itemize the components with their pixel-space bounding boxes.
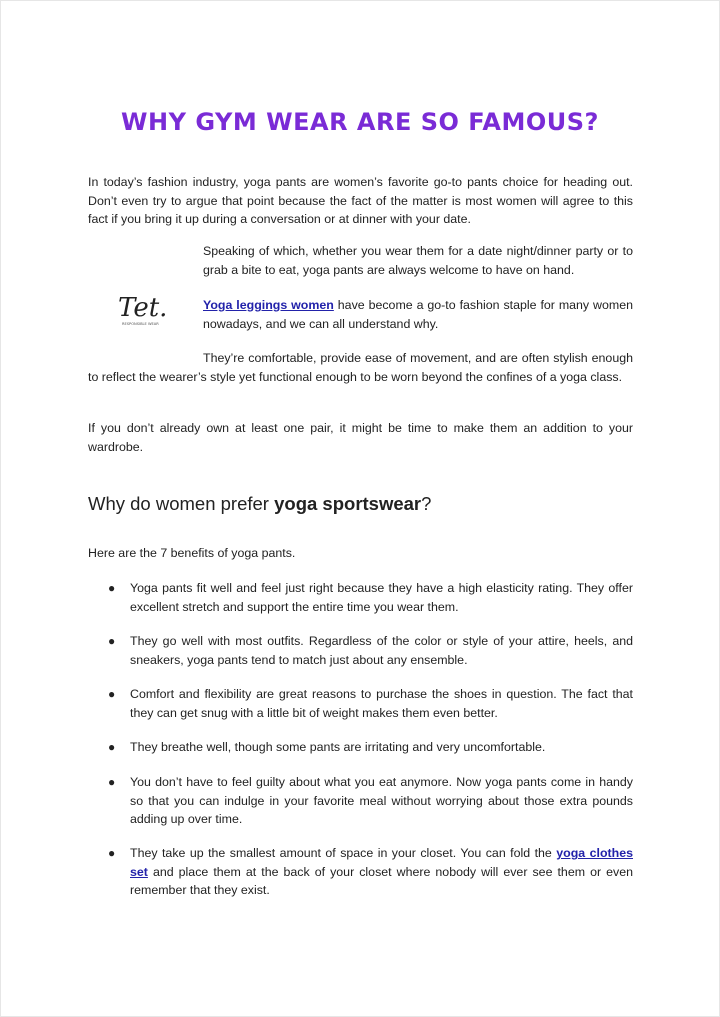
list-item-text: You don’t have to feel guilty about what you eat anymore. Now yoga pants come in handy so that you can indulge in your favorite meal without worrying about those extra pounds adding up over time.: [130, 775, 633, 826]
yoga-clothes-set-link[interactable]: yoga clothes set: [130, 846, 633, 879]
section-heading-bold: yoga sportswear: [274, 493, 422, 514]
bullet-marker: ●: [108, 634, 116, 648]
list-item-text: They go well with most outfits. Regardless of the color or style of your attire, heels, and sneakers, yoga pants tend to match just about any ensemble.: [130, 634, 633, 667]
brand-logo-caption: RESPONSIBLE WEAR: [122, 322, 159, 326]
paragraph-date-night: Speaking of which, whether you wear them for a date night/dinner party or to grab a bite to eat, yoga pants are always welcome to have on hand.: [203, 244, 633, 277]
bullet-marker: ●: [108, 846, 116, 860]
list-item-text: Comfort and flexibility are great reasons to purchase the shoes in question. The fact that they can get snug with a little bit of weight makes them even better.: [130, 687, 633, 720]
benefits-intro: Here are the 7 benefits of yoga pants.: [88, 546, 296, 560]
paragraph-comfortable: They’re comfortable, provide ease of movement, and are often stylish enough to reflect the wearer’s style yet functional enough to be worn beyond the confines of a yoga class.: [88, 351, 633, 384]
brand-logo: [114, 290, 174, 328]
paragraph-wardrobe: If you don’t already own at least one pair, it might be time to make them an addition to your wardrobe.: [88, 421, 633, 454]
paragraph-leggings-text: have become a go-to fashion staple for many women nowadays, and we can all understand why.: [203, 298, 633, 331]
section-heading: [88, 493, 431, 515]
paragraph-intro: In today’s fashion industry, yoga pants are women’s favorite go-to pants choice for heading out. Don’t even try to argue that point because the fact of the matter is most women will agree to this fact if you bring it up during a conversation or at dinner with your date.: [88, 175, 633, 226]
yoga-leggings-women-link[interactable]: Yoga leggings women: [203, 298, 334, 312]
page-title: WHY GYM WEAR ARE SO FAMOUS?: [121, 108, 599, 136]
paragraph-leggings: [203, 296, 633, 333]
bullet-marker: ●: [108, 581, 116, 595]
list-item-text-end: and place them at the back of your closet where nobody will ever see them or even remember that they exist.: [130, 864, 633, 897]
bullet-marker: ●: [108, 775, 116, 789]
brand-logo-wordmark: Tet.: [118, 293, 168, 323]
bullet-marker: ●: [108, 687, 116, 701]
list-item-text-start: They take up the smallest amount of space in your closet. You can fold the: [130, 846, 557, 860]
section-heading-suffix: ?: [421, 493, 432, 514]
list-item-text: Yoga pants fit well and feel just right because they have a high elasticity rating. They offer excellent stretch and support the entire time you wear them.: [130, 581, 633, 614]
bullet-marker: ●: [108, 740, 116, 754]
list-item-text: [130, 844, 633, 900]
list-item-text: They breathe well, though some pants are irritating and very uncomfortable.: [130, 740, 546, 754]
section-heading-prefix: Why do women prefer: [88, 493, 275, 514]
